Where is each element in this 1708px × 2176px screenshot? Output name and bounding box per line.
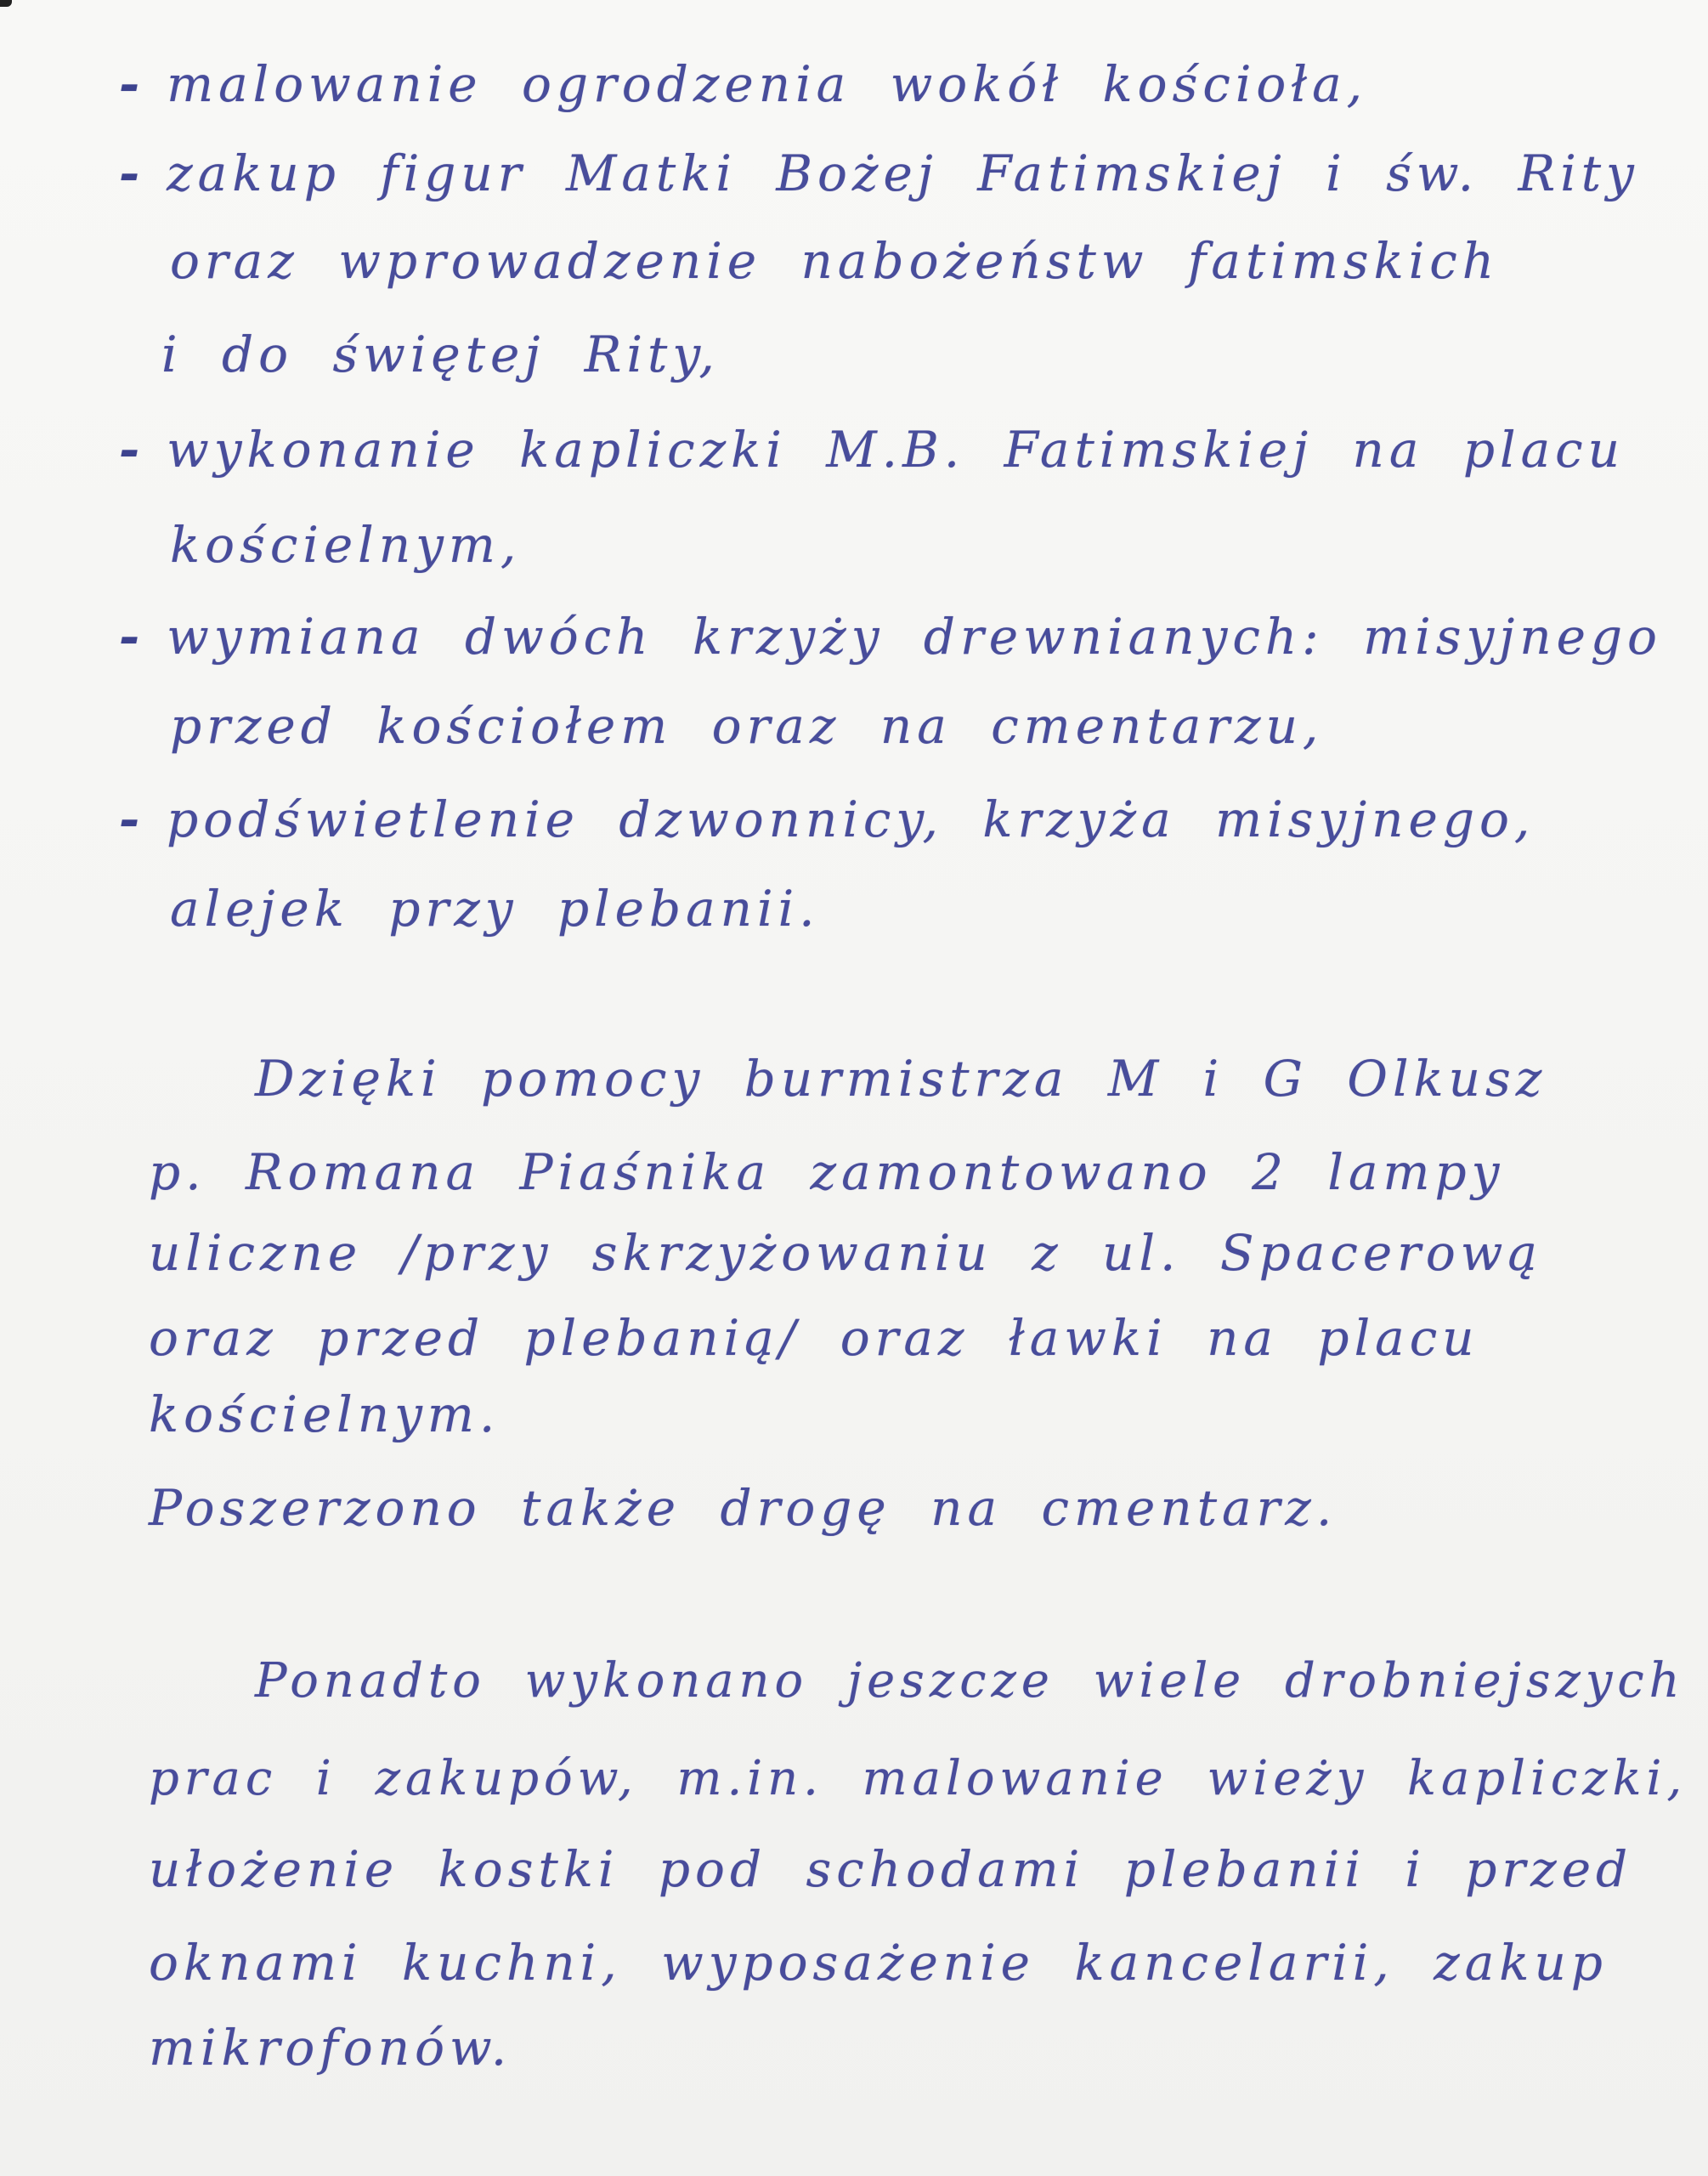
bullet-text: i do świętej Rity,	[161, 326, 720, 383]
bullet-text: przed kościołem oraz na cmentarzu,	[170, 697, 1324, 755]
bullet-text: kościelnym,	[170, 516, 522, 574]
paragraph-1-line	[149, 1479, 1338, 1537]
paragraph-text: Ponadto wykonano jeszcze wiele drobniejszych	[255, 1653, 1685, 1708]
paragraph-1-line	[149, 1143, 1505, 1201]
paragraph-1-line	[149, 1386, 501, 1443]
bullet-continuation	[170, 232, 1500, 290]
paragraph-1-line	[255, 1050, 1547, 1108]
paragraph-1-line	[149, 1224, 1543, 1282]
paragraph-text: mikrofonów.	[149, 2019, 512, 2077]
bullet-continuation	[170, 516, 522, 574]
paragraph-2-line	[149, 1934, 1608, 1992]
paragraph-text: uliczne /przy skrzyżowaniu z ul. Spacerową	[149, 1224, 1543, 1282]
bullet-text: wykonanie kapliczki M.B. Fatimskiej na placu	[167, 421, 1626, 479]
bullet-text: podświetlenie dzwonnicy, krzyża misyjnego,	[167, 790, 1536, 848]
bullet-dash: -	[119, 55, 145, 113]
paragraph-2-line	[149, 1840, 1633, 1898]
paragraph-text: Poszerzono także drogę na cmentarz.	[149, 1479, 1338, 1537]
paragraph-2-line	[255, 1653, 1685, 1708]
bullet-line	[119, 55, 1368, 113]
bullet-text: alejek przy plebanii.	[170, 880, 820, 938]
paragraph-text: oknami kuchni, wyposażenie kancelarii, zakup	[149, 1934, 1608, 1992]
bullet-line	[119, 608, 1662, 666]
paragraph-text: Dzięki pomocy burmistrza M i G Olkusz	[255, 1050, 1547, 1108]
bullet-text: wymiana dwóch krzyży drewnianych: misyjnego	[167, 608, 1662, 666]
scan-corner-mark	[0, 0, 12, 7]
bullet-continuation	[161, 326, 720, 383]
bullet-line	[119, 790, 1536, 848]
paragraph-text: ułożenie kostki pod schodami plebanii i przed	[149, 1840, 1633, 1898]
bullet-dash: -	[119, 144, 145, 202]
paragraph-text: oraz przed plebanią/ oraz ławki na placu	[149, 1309, 1479, 1367]
bullet-dash: -	[119, 421, 145, 479]
bullet-continuation	[170, 697, 1324, 755]
paragraph-1-line	[149, 1309, 1479, 1367]
bullet-text: malowanie ogrodzenia wokół kościoła,	[167, 55, 1368, 113]
bullet-text: oraz wprowadzenie nabożeństw fatimskich	[170, 232, 1500, 290]
bullet-dash: -	[119, 790, 145, 848]
bullet-dash: -	[119, 608, 145, 666]
paragraph-2-line	[149, 2019, 512, 2077]
paragraph-text: prac i zakupów, m.in. malowanie wieży kapliczki,	[149, 1751, 1688, 1806]
paragraph-text: p. Romana Piaśnika zamontowano 2 lampy	[149, 1143, 1505, 1201]
paragraph-2-line	[149, 1751, 1688, 1806]
bullet-line	[119, 144, 1639, 202]
paragraph-text: kościelnym.	[149, 1386, 501, 1443]
bullet-continuation	[170, 880, 820, 938]
bullet-line	[119, 421, 1626, 479]
bullet-text: zakup figur Matki Bożej Fatimskiej i św. Rity	[167, 144, 1639, 202]
